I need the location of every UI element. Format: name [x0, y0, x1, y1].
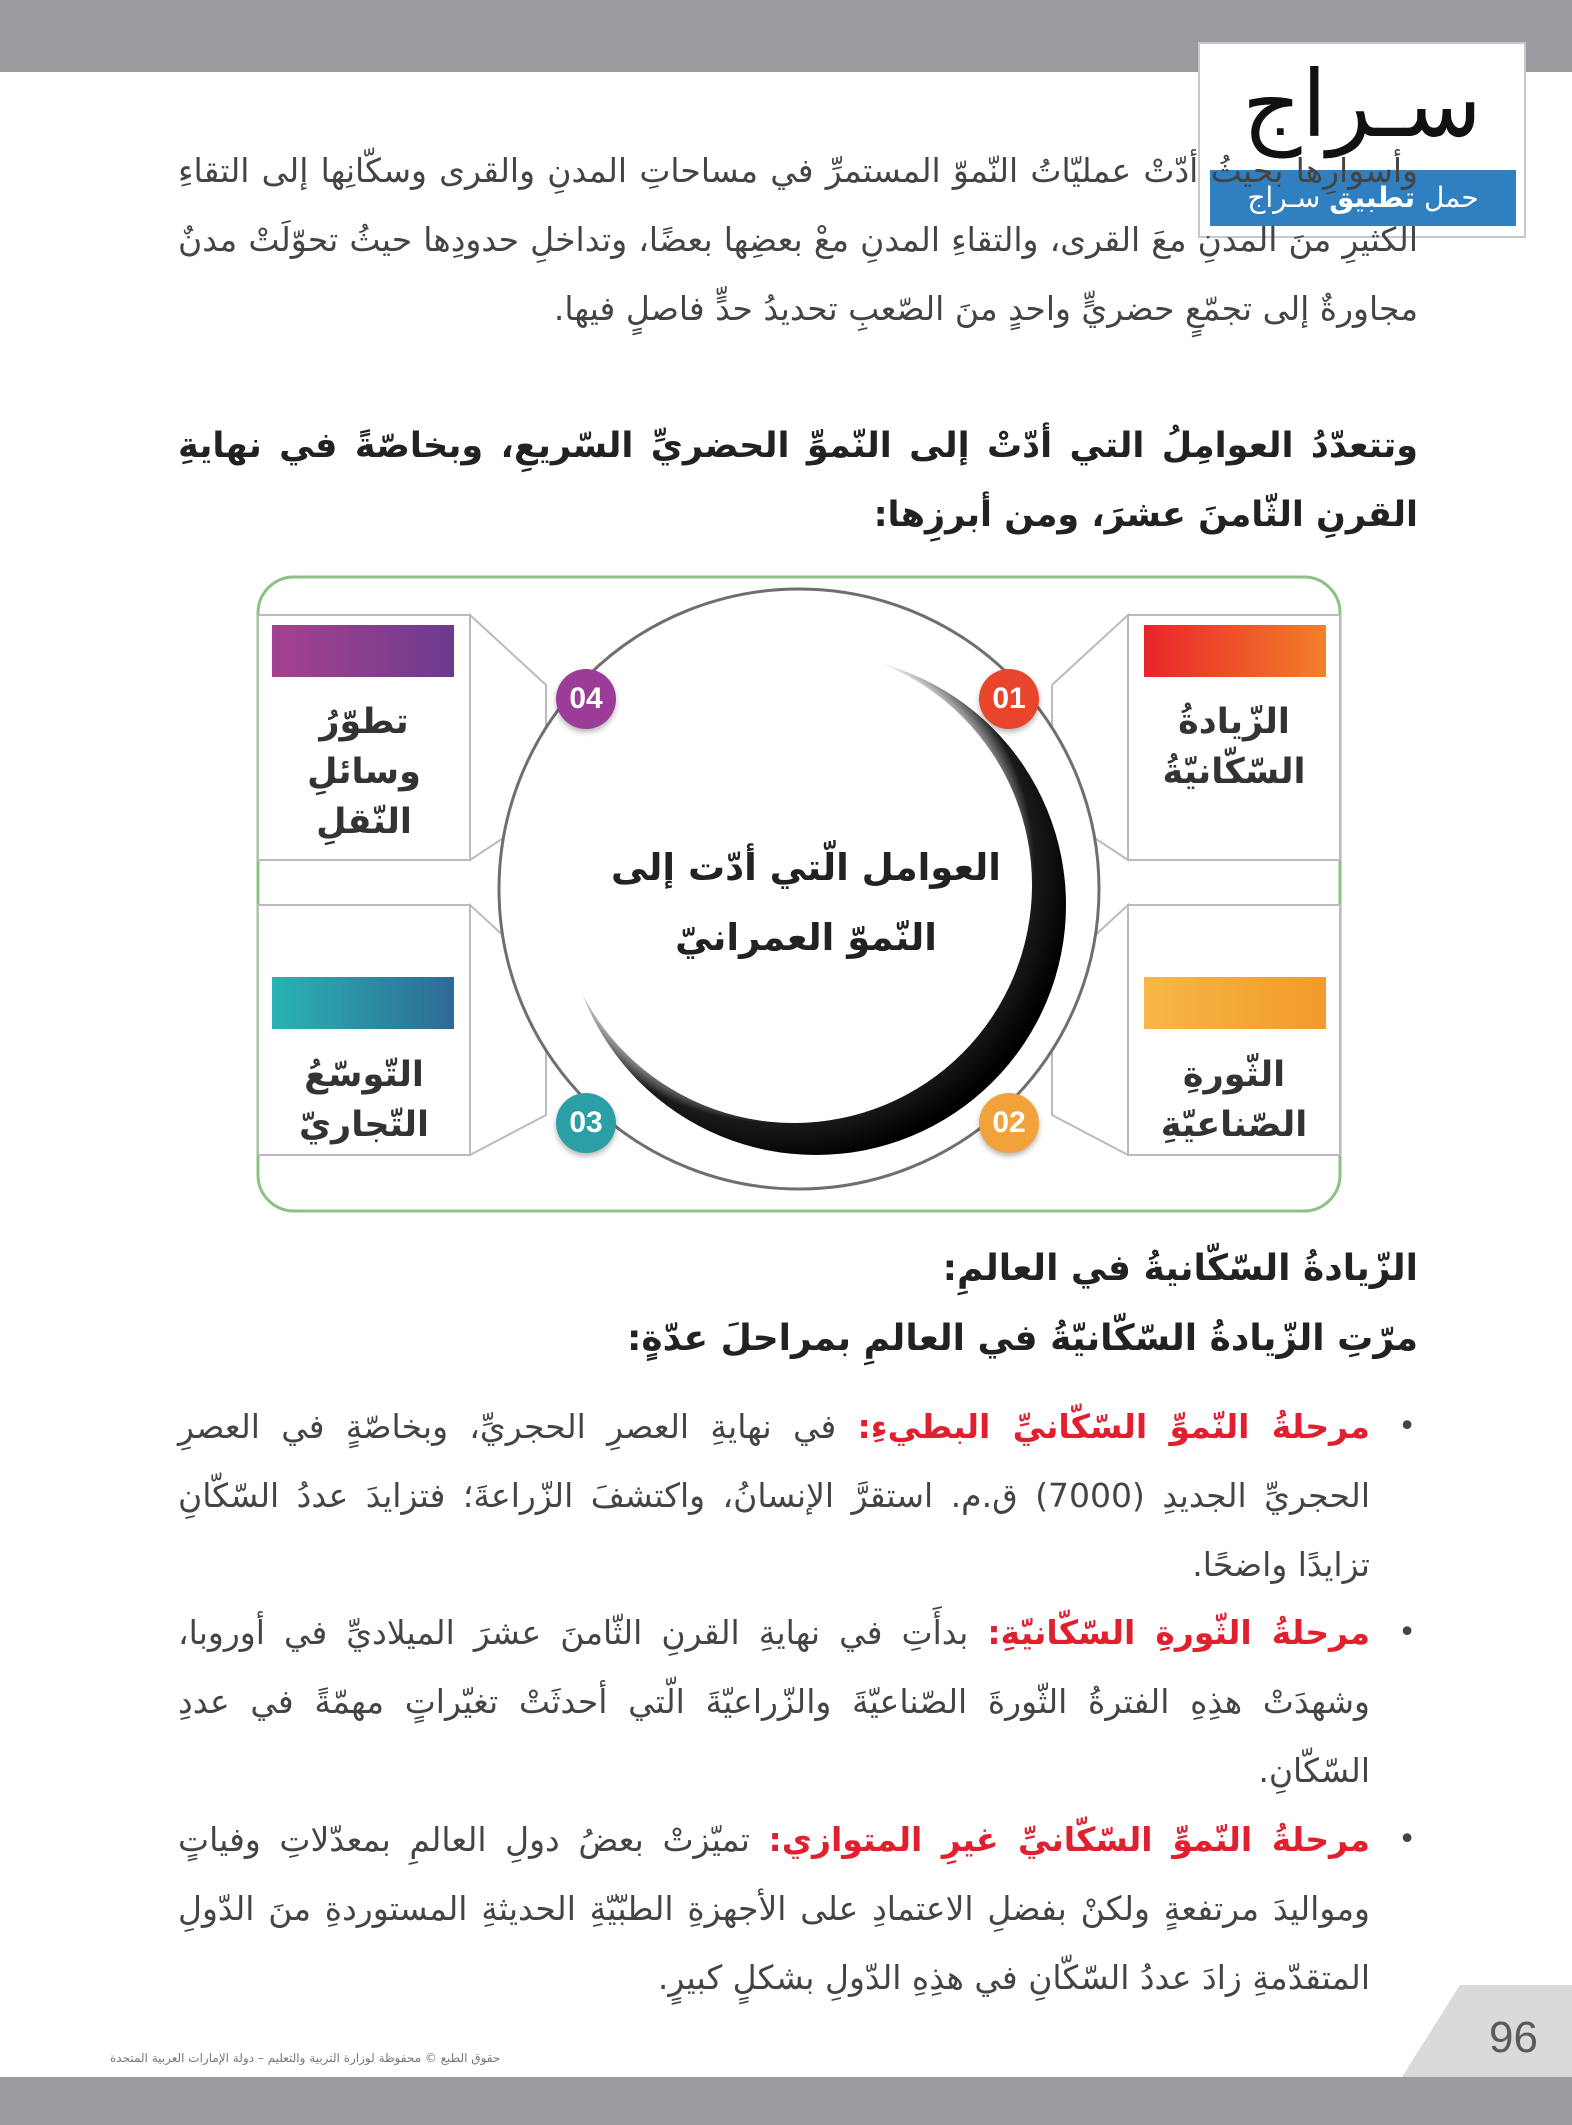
label-transport: تطوّرُ وسائلِ النّقلِ	[307, 702, 421, 842]
page-number: 96	[1489, 2013, 1538, 2062]
logo-strip-prefix: حمل	[1415, 181, 1479, 214]
factors-diagram	[256, 575, 1342, 1213]
bullet-slow-growth	[178, 1392, 1416, 1599]
label-population: الزّيادةُ السّكّانيّةُ	[1162, 702, 1306, 792]
diagram-center-title: العوامل الّتي أدّت إلى النّموّ العمرانيّ	[611, 846, 1001, 959]
bottom-bar	[0, 2077, 1572, 2125]
bullet-dot: •	[1398, 1615, 1416, 1650]
bullet-dot: •	[1398, 1409, 1416, 1444]
label-commerce: التّوسّعُ التّجاريّ	[298, 1055, 430, 1145]
logo-word: سـراج	[1242, 51, 1482, 158]
paragraph-urban-growth: وأسوارِها بحيثُ أدّتْ عمليّاتُ النّموّ المستمرِّ في مساحاتِ المدنِ والقرى وسكّانِها إلى التقاءِ الكثيرِ منَ المدنِ معَ القرى، والتقاءِ المدنِ معْ بعضِها بعضًا، وتداخلِ حدودِها حيثُ تحوّلَتْ مدنٌ مجاورةٌ إلى تجمّعٍ حضريٍّ واحدٍ منَ الصّعبِ تحديدُ حدٍّ فاصلٍ فيها.	[178, 151, 1418, 328]
page-corner	[1402, 1985, 1572, 2077]
section-subheading: مرّتِ الزّيادةُ السّكّانيّةُ في العالمِ بمراحلَ عدّةٍ:	[627, 1318, 1418, 1359]
bullet-text: في نهايةِ العصرِ الحجريِّ، وبخاصّةٍ في العصرِ الحجريِّ الجديدِ (7000) ق.م. استقرَّ الإنسانُ، واكتشفَ الزّراعةَ؛ فتزايدَ عددُ السّكّانِ تزايدًا واضحًا.	[178, 1407, 1370, 1584]
bar-02	[1144, 977, 1326, 1029]
bar-03	[272, 977, 454, 1029]
label-industrial: الثّورةِ الصّناعيّةِ	[1160, 1055, 1308, 1145]
bullet-population-revolution	[178, 1598, 1416, 1805]
bar-01	[1144, 625, 1326, 677]
section-heading: الزّيادةُ السّكّانيةُ في العالمِ:	[942, 1248, 1418, 1289]
bullet-text: بدأَتِ في نهايةِ القرنِ الثّامنَ عشرَ الميلاديِّ في أوروبا، وشهدَتْ هذِهِ الفترةُ الثّورةَ الصّناعيّةَ والزّراعيّةَ الّتي أحدثَتْ تغيّراتٍ مهمّةً في عددِ السّكّانِ.	[178, 1613, 1370, 1790]
bullet-text: تميّزتْ بعضُ دولِ العالمِ بمعدّلاتِ وفياتٍ ومواليدَ مرتفعةٍ ولكنْ بفضلِ الاعتمادِ على الأجهزةِ الطبّيّةِ الحديثةِ المستوردةِ منَ الدّولِ المتقدّمةِ زادَ عددُ السّكّانِ في هذِهِ الدّولِ بشكلٍ كبيرٍ.	[178, 1820, 1370, 1997]
number-badge-03: 03	[556, 1093, 616, 1153]
bullet-title: مرحلةُ الثّورةِ السّكّانيّةِ:	[987, 1613, 1371, 1652]
logo-strip-bold: تطبيق	[1329, 181, 1416, 214]
bullet-dot: •	[1398, 1822, 1416, 1857]
copyright-note: حقوق الطبع © محفوظة لوزارة التربية والتعليم – دولة الإمارات العربية المتحدة	[110, 2051, 501, 2065]
logo-strip-suffix: سـراج	[1247, 181, 1330, 214]
bullet-title: مرحلةُ النّموِّ السّكّانيِّ غيرِ المتوازي:	[768, 1820, 1370, 1859]
number-badge-01: 01	[979, 669, 1039, 729]
number-badge-04: 04	[556, 669, 616, 729]
bullet-title: مرحلةُ النّموِّ السّكّانيِّ البطيءِ:	[857, 1407, 1370, 1446]
bullet-uneven-growth	[178, 1805, 1416, 2012]
bar-04	[272, 625, 454, 677]
paragraph-factors-intro: وتتعدّدُ العوامِلُ التي أدّتْ إلى النّموِّ الحضريِّ السّريعِ، وبخاصّةً في نهايةِ القرنِ الثّامنَ عشرَ، ومن أبرزِها:	[178, 426, 1418, 535]
number-badge-02: 02	[979, 1093, 1039, 1153]
